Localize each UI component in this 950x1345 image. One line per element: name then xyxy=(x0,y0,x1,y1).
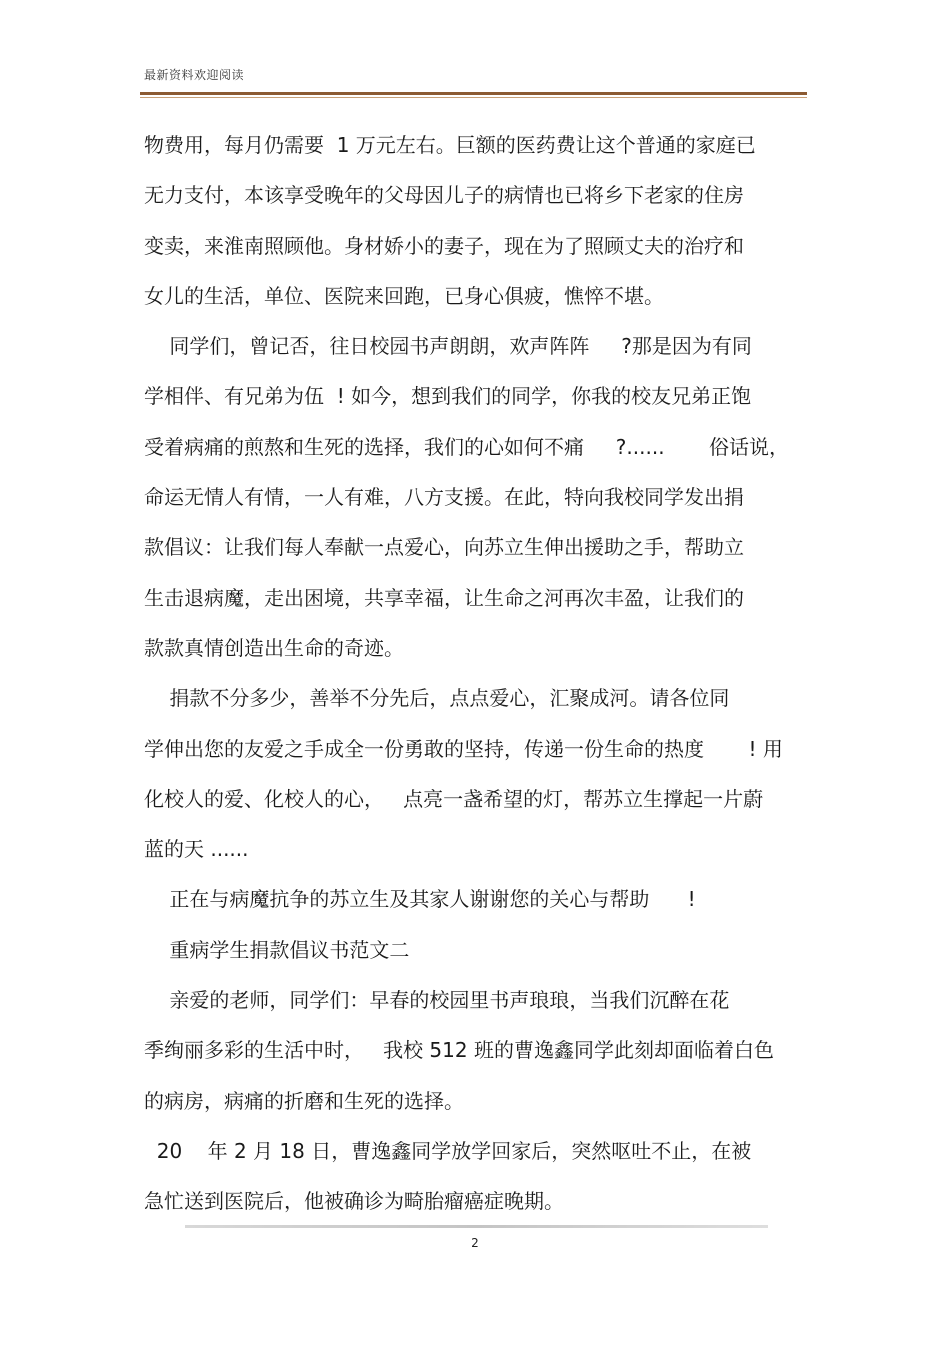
section-heading: 重病学生捐款倡议书范文二 xyxy=(144,937,410,962)
body-line: 蓝的天 ...... xyxy=(144,837,249,862)
body-line: 生击退病魔，走出困境，共享幸福，让生命之河再次丰盈，让我们的 xyxy=(144,585,744,610)
body-line: 捐款不分多少，善举不分先后，点点爱心，汇聚成河。请各位同 xyxy=(144,686,730,711)
body-line: 正在与病魔抗争的苏立生及其家人谢谢您的关心与帮助 ! xyxy=(144,887,696,912)
header-divider xyxy=(140,92,807,95)
body-line: 变卖，来淮南照顾他。身材娇小的妻子，现在为了照顾丈夫的治疗和 xyxy=(144,233,744,258)
body-line: 季绚丽多彩的生活中时， 我校 512 班的曹逸鑫同学此刻却面临着白色 xyxy=(144,1038,774,1063)
body-line: 的病房，病痛的折磨和生死的选择。 xyxy=(144,1088,464,1113)
body-line: 学伸出您的友爱之手成全一份勇敢的坚持，传递一份生命的热度 ! 用 xyxy=(144,736,783,761)
header-divider-thin xyxy=(140,97,807,98)
body-line: 亲爱的老师，同学们：早春的校园里书声琅琅，当我们沉醉在花 xyxy=(144,988,730,1013)
document-body xyxy=(144,120,814,1227)
page-header-title: 最新资料欢迎阅读 xyxy=(144,68,245,82)
body-line: 无力支付，本该享受晚年的父母因儿子的病情也已将乡下老家的住房 xyxy=(144,183,744,208)
body-line: 命运无情人有情，一人有难，八方支援。在此，特向我校同学发出捐 xyxy=(144,485,744,510)
body-line: 物费用，每月仍需要 1 万元左右。巨额的医药费让这个普通的家庭已 xyxy=(144,133,756,157)
body-line: 同学们，曾记否，往日校园书声朗朗，欢声阵阵 ?那是因为有同 xyxy=(144,334,752,359)
body-line: 款款真情创造出生命的奇迹。 xyxy=(144,635,404,660)
footer-divider xyxy=(185,1225,768,1228)
body-line: 急忙送到医院后，他被确诊为畸胎瘤癌症晚期。 xyxy=(144,1189,564,1214)
body-line: 女儿的生活，单位、医院来回跑，已身心俱疲，憔悴不堪。 xyxy=(144,283,664,308)
body-line: 20 年 2 月 18 日，曹逸鑫同学放学回家后，突然呕吐不止，在被 xyxy=(144,1138,752,1163)
body-line: 款倡议：让我们每人奉献一点爱心，向苏立生伸出援助之手，帮助立 xyxy=(144,535,744,560)
body-line: 受着病痛的煎熬和生死的选择，我们的心如何不痛 ?...... 俗话说， xyxy=(144,434,790,459)
page-number: 2 xyxy=(471,1236,479,1250)
body-line: 化校人的爱、化校人的心， 点亮一盏希望的灯，帮苏立生撑起一片蔚 xyxy=(144,786,764,811)
body-line: 学相伴、有兄弟为伍 ! 如今，想到我们的同学，你我的校友兄弟正饱 xyxy=(144,384,752,409)
